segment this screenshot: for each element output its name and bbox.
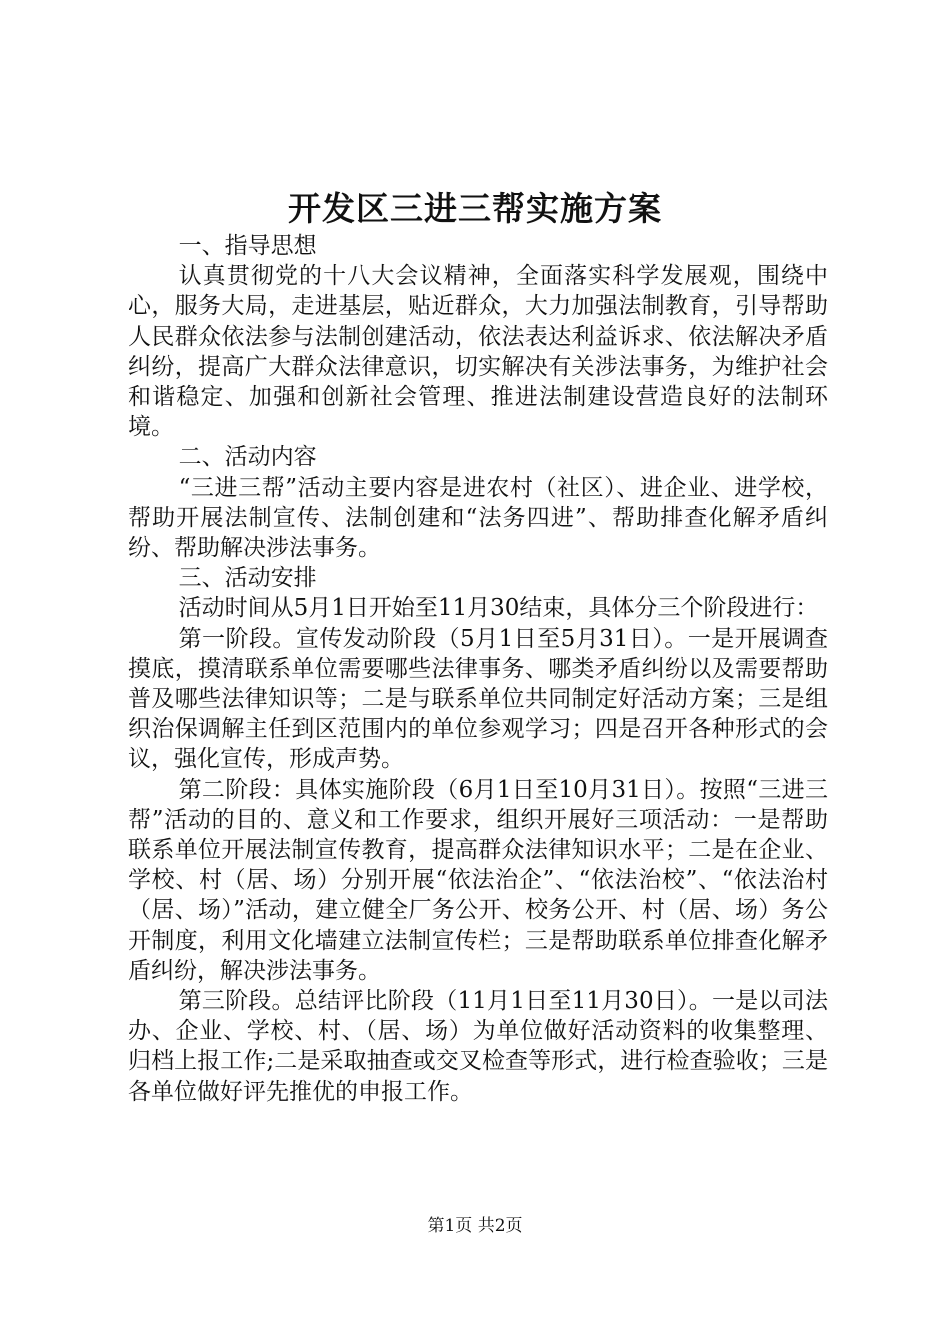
section-heading-activity-content: 二、活动内容 (178, 444, 317, 471)
paragraph-guiding-ideology: 认真贯彻党的十八大会议精神，全面落实科学发展观，围绕中心，服务大局，走进基层，贴近群众，大力加强法制教育，引导帮助人民群众依法参与法制创建活动，依法表达利益诉求、依法解决矛盾纠纷，提高广大群众法律意识，切实解决有关涉法事务，为维护社会和谐稳定、加强和创新社会管理、推进法制建设营造良好的法制环境。 (128, 263, 828, 441)
section-heading-activity-arrangement: 三、活动安排 (178, 565, 317, 592)
document-body (128, 231, 828, 1107)
document-title: 开发区三进三帮实施方案 (288, 189, 662, 228)
paragraph-phase-three: 第三阶段。总结评比阶段（11月1日至11月30日）。一是以司法办、企业、学校、村、（居、场）为单位做好活动资料的收集整理、归档上报工作;二是采取抽查或交叉检查等形式，进行检查验收；三是各单位做好评先推优的申报工作。 (128, 988, 828, 1105)
paragraph-phase-one: 第一阶段。宣传发动阶段（5月1日至5月31日）。一是开展调查摸底，摸清联系单位需要哪些法律事务、哪类矛盾纠纷以及需要帮助普及哪些法律知识等；二是与联系单位共同制定好活动方案；三是组织治保调解主任到区范围内的单位参观学习；四是召开各种形式的会议，强化宣传，形成声势。 (128, 625, 828, 773)
page-indicator: 第1页 共2页 (427, 1216, 523, 1236)
paragraph-activity-content: “三进三帮”活动主要内容是进农村（社区）、进企业、进学校，帮助开展法制宣传、法制创建和“法务四进”、帮助排查化解矛盾纠纷、帮助解决涉法事务。 (128, 474, 828, 562)
section-heading-guiding-ideology: 一、指导思想 (178, 233, 317, 259)
paragraph-activity-time: 活动时间从5月1日开始至11月30结束，具体分三个阶段进行： (178, 595, 819, 622)
paragraph-phase-two: 第二阶段：具体实施阶段（6月1日至10月31日）。按照“三进三帮”活动的目的、意义和工作要求，组织开展好三项活动：一是帮助联系单位开展法制宣传教育，提高群众法律知识水平；二是在企业、学校、村（居、场）分别开展“依法治企”、“依法治校”、“依法治村（居、场）”活动，建立健全厂务公开、校务公开、村（居、场）务公开制度，利用文化墙建立法制宣传栏；三是帮助联系单位排查化解矛盾纠纷，解决涉法事务。 (128, 776, 828, 984)
